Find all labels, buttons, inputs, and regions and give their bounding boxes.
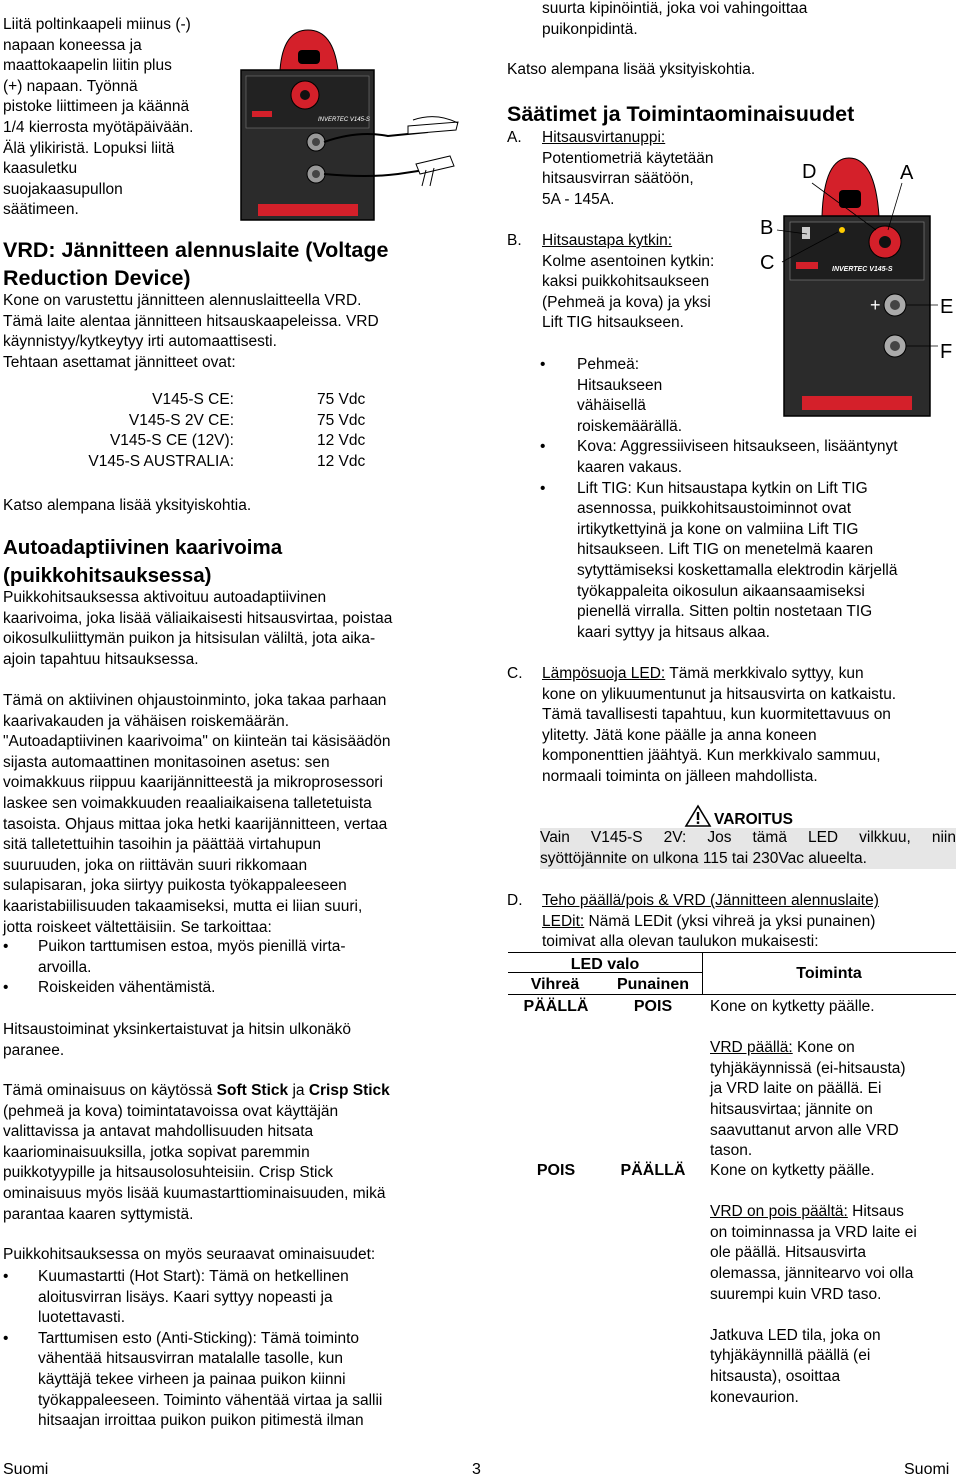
vrd-line: Kone on varustettu jännitteen alennuslaitteella VRD.	[3, 292, 362, 309]
header-function: Toiminta	[796, 965, 862, 982]
item-letter: B.	[507, 232, 522, 249]
arc-line: tasoista. Ohjaus mittaa joka hetki kaarijännitteen, vertaa	[3, 815, 388, 833]
bullet-line: työkappaleita oikosulun aikaansaamiseksi	[577, 582, 865, 600]
arc-line: valittavissa ja antavat mahdollisuuden hitsata	[3, 1123, 314, 1141]
intro-line: pistoke liittimeen ja käännä	[3, 98, 190, 116]
label-e: E	[940, 296, 954, 318]
vrd-line: Tehtaan asettamat jännitteet ovat:	[3, 353, 236, 371]
text-span: Nämä LEDit (yksi vihreä ja yksi punainen)	[584, 912, 876, 930]
bullet-line: Roiskeiden vähentämistä.	[38, 979, 216, 997]
warning-box	[540, 828, 956, 869]
warning-triangle-icon	[684, 804, 712, 828]
warning-title	[684, 804, 793, 831]
thermal-led-icon	[839, 227, 845, 233]
arc-paragraph-3	[3, 1020, 455, 1061]
item-line: Lift TIG hitsaukseen.	[542, 314, 684, 332]
function-line: Jatkuva LED tila, joka on	[710, 1326, 881, 1344]
text-span: Kone on	[792, 1039, 855, 1057]
footer-right: Suomi	[904, 1461, 950, 1478]
vrd-paragraph	[3, 291, 453, 373]
function-line: Kone on kytketty päälle.	[710, 998, 875, 1015]
text-line: puikonpidintä.	[542, 20, 638, 38]
see-below-note: Katso alempana lisää yksityiskohtia.	[507, 61, 756, 78]
bullet-line: kaari syttyy ja hitsaus alkaa.	[577, 623, 770, 641]
intro-line: Liitä poltinkaapeli miinus (-)	[3, 16, 191, 33]
intro-line: maattokaapelin liitin plus	[3, 57, 172, 75]
bullet-line: Pehmeä:	[577, 356, 640, 373]
function-line: tyhjäkäynnillä päällä (ei	[710, 1347, 871, 1365]
label-d: D	[802, 161, 817, 183]
bullet-line: arvoilla.	[38, 958, 92, 976]
cell-red: POIS	[633, 998, 673, 1015]
voltage-table	[30, 390, 430, 472]
bullet-line: pienellä virralla. Sitten poltin nostetaan TIG	[577, 603, 873, 621]
list-item	[3, 937, 455, 978]
warning-line: syöttöjännite on ulkona 115 tai 230Vac alueelta.	[540, 849, 867, 867]
intro-line: säätimeen.	[3, 201, 79, 219]
list-item	[507, 355, 957, 437]
arc-heading-line: Autoadaptiivinen kaarivoima	[3, 536, 283, 559]
function-line: saavuttanut arvon alle VRD	[710, 1121, 899, 1139]
footer-left: Suomi	[3, 1461, 49, 1478]
text-span: Tämä merkkivalo syttyy, kun	[665, 665, 864, 682]
item-line: Potentiometriä käytetään	[542, 149, 714, 167]
bullet-line: Kuumastartti (Hot Start): Tämä on hetkellinen	[38, 1268, 349, 1285]
item-line: hitsausvirran säätöön,	[542, 170, 694, 188]
arc-bullet-list	[3, 937, 455, 999]
bullet-line: Hitsaukseen	[577, 376, 663, 394]
voltage-value: 75 Vdc	[317, 411, 366, 429]
arc-line: "Autoadaptiivinen kaarivoima" on kiinteän tai käsisäädön	[3, 733, 391, 751]
controls-heading: Säätimet ja Toimintaominaisuudet	[507, 102, 855, 126]
label-f: F	[940, 341, 953, 363]
arc-line: parantaa kaaren syttymistä.	[3, 1205, 194, 1223]
item-line: kone on ylikuumentunut ja hitsausvirta on katkaistu.	[542, 685, 897, 703]
continued-paragraph	[542, 0, 942, 40]
header-led-group: LED valo	[570, 956, 640, 973]
item-b-title: Hitsaustapa kytkin:	[542, 232, 673, 249]
bullet-line: kaaren vakaus.	[577, 458, 683, 476]
arc-line: kaariominaisuuksilla, jotka sopivat paremmin	[3, 1143, 310, 1161]
function-line: konevaurion.	[710, 1388, 799, 1406]
warning-line: Vain V145-S 2V: Jos tämä LED vilkkuu, niin	[540, 829, 956, 846]
bullet-line: vähäisellä	[577, 397, 646, 415]
intro-line: napaan koneessa ja	[3, 36, 142, 54]
bullet-icon: •	[3, 938, 9, 955]
bullet-line: luotettavasti.	[38, 1309, 126, 1327]
arc-paragraph-4	[3, 1081, 455, 1225]
ground-clamp-icon	[408, 122, 458, 134]
bullet-line: hitsaukseen. Lift TIG on menetelmä kaaren	[577, 541, 874, 559]
function-line: ja VRD laite on päällä. Ei	[710, 1080, 882, 1098]
bullet-line: Lift TIG: Kun hitsaustapa kytkin on Lift TIG	[577, 479, 868, 497]
header-green: Vihreä	[530, 976, 580, 993]
voltage-row	[30, 452, 430, 473]
arc-paragraph-2	[3, 691, 455, 938]
arc-line: ominaisuus myös lisää kuumastarttiominaisuuden, mikä	[3, 1184, 386, 1202]
item-a-title: Hitsausvirtanuppi:	[542, 129, 666, 146]
item-line: Kolme asentoinen kytkin:	[542, 252, 715, 270]
arc-line: Hitsaustoiminat yksinkertaistuvat ja hitsin ulkonäkö	[3, 1021, 352, 1038]
list-item	[507, 437, 957, 478]
function-heading: VRD on pois päältä:	[710, 1203, 848, 1221]
bullet-icon: •	[540, 438, 546, 456]
electrode-holder-icon	[416, 156, 454, 174]
list-item	[3, 1329, 455, 1432]
feature-bullet-list	[3, 1267, 455, 1432]
arc-line: oikosulkuliittymän puikon ja hitsisulan väliltä, jota aika-	[3, 630, 376, 648]
mode-switch-icon	[802, 227, 810, 239]
item-line: komponenttien jäähtyä. Kun merkkivalo sammuu,	[542, 747, 881, 765]
mode-bullet-list	[507, 355, 957, 643]
vrd-line: Tämä laite alentaa jännitteen hitsauskaapeleissa. VRD	[3, 312, 379, 330]
cell-green: POIS	[536, 1162, 576, 1179]
intro-line: Älä ylikiristä. Lopuksi liitä	[3, 139, 175, 157]
bullet-line: Tarttumisen esto (Anti-Sticking): Tämä toiminto	[38, 1329, 360, 1347]
vrd-heading-line: VRD: Jännitteen alennuslaite (Voltage	[3, 238, 389, 262]
function-line: olemassa, jännitearvo voi olla	[710, 1264, 914, 1282]
label-c: C	[760, 252, 775, 274]
plus-sign: +	[870, 295, 881, 315]
function-line: hitsausvirtaa; jännite on	[710, 1100, 873, 1118]
arc-paragraph-1	[3, 588, 455, 670]
arc-line: kaarivakauden ja vähäisen roiskemäärän.	[3, 712, 290, 730]
bullet-line: roiskemäärällä.	[577, 417, 683, 435]
label-a: A	[900, 162, 914, 184]
bullet-line: asennossa, puikkohitsaustoiminnot ovat	[577, 500, 851, 518]
bullet-icon: •	[3, 1268, 9, 1285]
voltage-value: 12 Vdc	[317, 432, 366, 450]
item-b	[507, 231, 757, 334]
bullet-line: Puikon tarttumisen estoa, myös pienillä virta-	[38, 938, 346, 955]
arc-heading-line: (puikkohitsauksessa)	[3, 564, 212, 587]
item-line: ylitetty. Jätä kone päälle ja anna koneen	[542, 726, 817, 744]
cell-green: PÄÄLLÄ	[523, 998, 589, 1015]
arc-line-with-bold	[3, 1081, 455, 1102]
function-line: suurempi kuin VRD taso.	[710, 1285, 882, 1303]
see-below-note: Katso alempana lisää yksityiskohtia.	[3, 497, 252, 514]
intro-line: (+) napaan. Työnnä	[3, 77, 138, 95]
list-item	[3, 978, 455, 999]
machine-label: INVERTEC V145-S	[832, 266, 893, 273]
function-line: ole päällä. Hitsausvirta	[710, 1244, 866, 1262]
function-first-line	[710, 1038, 956, 1059]
arc-line: paranee.	[3, 1041, 65, 1059]
bullet-line: sytyttämiseksi koskettamalla elektrodin kärjellä	[577, 561, 898, 579]
item-letter: D.	[507, 892, 523, 909]
text-span: Tämä ominaisuus on käytössä	[3, 1082, 217, 1099]
bullet-line: aloitusvirran lisäys. Kaari syttyy nopeasti ja	[38, 1288, 333, 1306]
intro-line: suojakaasupullon	[3, 180, 123, 198]
bullet-icon: •	[540, 356, 546, 373]
arc-line: Tämä on aktiivinen ohjaustoinminto, joka takaa parhaan	[3, 692, 387, 709]
arc-line: suuruuden, joka on riittävän suuri rikkomaan	[3, 856, 308, 874]
item-d-second-line	[542, 912, 957, 933]
item-c	[507, 664, 957, 788]
item-d-title-line: LEDit:	[542, 912, 585, 930]
arc-paragraph-5: Puikkohitsauksessa on myös seuraavat ominaisuudet:	[3, 1246, 376, 1263]
function-heading: VRD päällä:	[710, 1039, 793, 1057]
arc-force-heading	[3, 534, 453, 590]
header-red: Punainen	[616, 976, 689, 993]
item-line: Tämä tavallisesti tapahtuu, kun kuormitettavuus on	[542, 706, 891, 724]
function-line: tason.	[710, 1142, 753, 1160]
bullet-line: työkappaleeseen. Toiminto vähentää virtaa ja sallii	[38, 1391, 383, 1409]
page-number: 3	[472, 1461, 481, 1478]
vrd-heading	[3, 236, 453, 292]
function-first-line	[710, 1202, 956, 1223]
arc-line: Puikkohitsauksessa aktivoituu autoadaptiivinen	[3, 589, 327, 606]
function-line: hitsausta), osoittaa	[710, 1367, 841, 1385]
item-letter: A.	[507, 129, 522, 146]
warning-title-text: VAROITUS	[714, 811, 793, 828]
voltage-row	[30, 431, 430, 452]
item-letter: C.	[507, 665, 523, 682]
machine-with-cables-illustration	[238, 28, 460, 223]
arc-line: sitä talletettuihin tasoihin ja päättää virtahupun	[3, 836, 321, 854]
item-line: toimivat alla olevan taulukon mukaisesti:	[542, 933, 819, 951]
led-table	[508, 952, 956, 1412]
arc-line: (pehmeä ja kova) toimintatavoissa ovat käyttäjän	[3, 1102, 339, 1120]
machine-label: INVERTEC V145-S	[318, 117, 370, 123]
arc-line: puikkotyypille ja hitsausolosuhteisiin. Crisp Stick	[3, 1164, 333, 1182]
list-item	[507, 479, 957, 644]
function-line: tyhjäkäynnissä (ei-hitsausta)	[710, 1059, 906, 1077]
function-line: on toiminnassa ja VRD laite ei	[710, 1223, 917, 1241]
arc-line: kaarivoima, joka lisää väliaikaisesti hitsausvirtaa, poistaa	[3, 609, 393, 627]
item-line: 5A - 145A.	[542, 190, 615, 208]
label-b: B	[760, 217, 774, 239]
item-line: normaali toiminta on jälleen mahdollista.	[542, 767, 818, 785]
arc-line: sulapisaran, joka siirtyy puikosta työkappaleeseen	[3, 877, 347, 895]
cell-function	[710, 997, 956, 1162]
item-d-title-line: Teho päällä/pois & VRD (Jännitteen alennuslaite)	[542, 892, 879, 909]
cell-function	[710, 1161, 956, 1408]
arc-line: sijasta automaattinen monitasoinen asetus: sen	[3, 753, 330, 771]
voltage-model: V145-S AUSTRALIA:	[88, 452, 234, 470]
intro-line: kaasuletku	[3, 160, 78, 178]
voltage-value: 75 Vdc	[317, 391, 366, 408]
bullet-line: hitsaajan irroittaa puikon puikon pitimestä ilman	[38, 1412, 364, 1430]
bullet-line: käyttäjä tekee virheen ja painaa puikon kiinni	[38, 1370, 346, 1388]
function-line: Kone on kytketty päälle.	[710, 1162, 875, 1179]
bullet-line: vähentää hitsausvirran matalalle tasolle, kun	[38, 1350, 344, 1368]
voltage-model: V145-S CE (12V):	[109, 432, 234, 450]
item-d	[507, 891, 957, 953]
intro-line: 1/4 kierrosta myötäpäivään.	[3, 118, 194, 136]
item-c-first-line	[542, 664, 957, 685]
list-item	[3, 1267, 455, 1329]
text-span: Hitsaus	[847, 1203, 904, 1221]
bullet-line: irtikytkettyinä ja kone on valmiina Lift TIG	[577, 520, 859, 538]
item-line: kaksi puikkohitsaukseen	[542, 273, 710, 291]
item-line: (Pehmeä ja kova) ja yksi	[542, 293, 711, 311]
bullet-line: Kova: Aggressiiviseen hitsaukseen, lisääntynyt	[577, 438, 898, 456]
intro-paragraph	[3, 15, 238, 221]
voltage-value: 12 Vdc	[317, 452, 366, 470]
arc-line: kaaristabiilisuuden takaamiseksi, mutta ei liian suuri,	[3, 897, 363, 915]
voltage-row	[30, 411, 430, 432]
text-line: suurta kipinöintiä, joka voi vahingoittaa	[542, 0, 808, 17]
bullet-icon: •	[3, 979, 9, 997]
soft-stick-bold: Soft Stick	[216, 1082, 289, 1099]
item-a	[507, 128, 757, 210]
item-c-title: Lämpösuoja LED:	[542, 665, 666, 682]
crisp-stick-bold: Crisp Stick	[308, 1082, 390, 1099]
arc-line: jotta roiskeet vältettäisiin. Se tarkoittaa:	[3, 918, 272, 936]
text-span: ja	[288, 1082, 309, 1099]
cell-red: PÄÄLLÄ	[620, 1162, 686, 1179]
arc-line: voimakkuus riippuu kaarijännitteestä ja mikroprosessori	[3, 774, 383, 792]
vrd-heading-line: Reduction Device)	[3, 266, 191, 290]
arc-line: laskee sen voimakkuuden reaaliaikaisena talletetuista	[3, 794, 372, 812]
bullet-icon: •	[3, 1329, 9, 1347]
vrd-line: käynnistyy/kytkeytyy irti automaattisesti.	[3, 333, 277, 351]
voltage-model: V145-S 2V CE:	[128, 411, 234, 429]
bullet-icon: •	[540, 479, 546, 497]
voltage-model: V145-S CE:	[152, 391, 234, 408]
arc-line: ajoin tapahtuu hitsauksessa.	[3, 650, 199, 668]
voltage-row	[30, 390, 430, 411]
